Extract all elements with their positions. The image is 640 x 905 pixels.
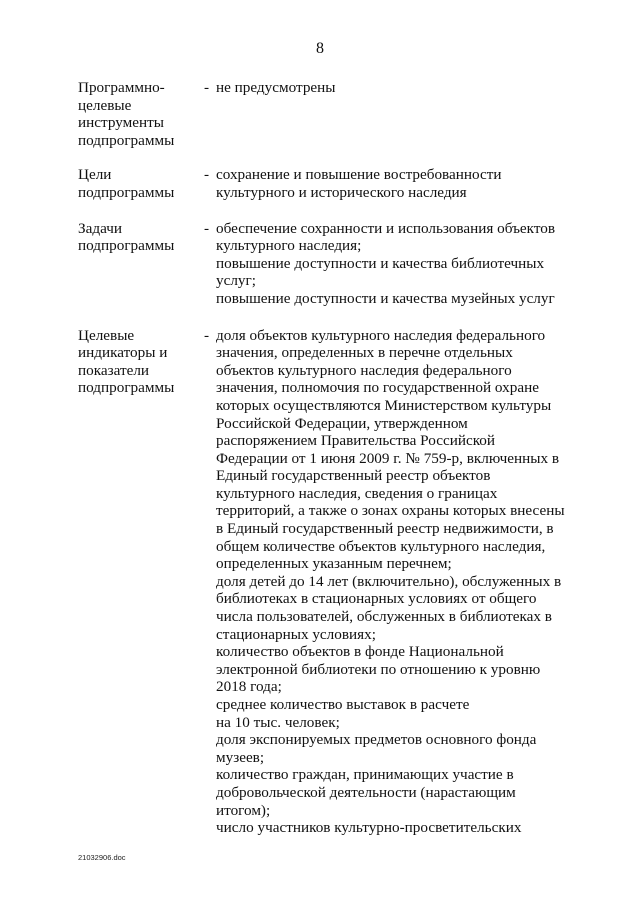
value-line: на 10 тыс. человек; <box>216 713 340 731</box>
value-line: культурного и исторического наследия <box>216 183 467 201</box>
subprogram-passport <box>78 79 578 854</box>
row-label: Цели подпрограммы <box>78 166 175 201</box>
value-line: повышение доступности и качества библиотечных <box>216 254 545 272</box>
value-line: обеспечение сохранности и использования объектов <box>216 219 556 237</box>
row-program-instruments <box>78 79 578 149</box>
value-line: значения, полномочия по государственной охране <box>216 379 539 397</box>
row-indicators <box>78 327 578 837</box>
value-line: территорий, а также о зонах охраны которых внесены <box>216 502 565 520</box>
value-line: объектов культурного наследия федерального <box>216 361 512 379</box>
value-line: доля детей до 14 лет (включительно), обслуженных в <box>216 572 562 590</box>
value-line: количество граждан, принимающих участие в <box>216 766 514 784</box>
value-line: количество объектов в фонде Национальной <box>216 643 504 661</box>
value-line: Федерации от 1 июня 2009 г. № 759-р, включенных в <box>216 449 560 467</box>
value-line: среднее количество выставок в расчете <box>216 696 470 713</box>
value-line: не предусмотрены <box>216 79 336 96</box>
value-line: стационарных условиях; <box>216 625 376 643</box>
value-line: повышение доступности и качества музейных услуг <box>216 289 555 307</box>
value-line: услуг; <box>216 272 256 290</box>
value-line: общем количестве объектов культурного наследия, <box>216 537 546 555</box>
row-dash: - <box>204 166 210 184</box>
value-line: Российской Федерации, утвержденном <box>216 414 468 432</box>
value-line: числа пользователей, обслуженных в библиотеках в <box>216 608 552 626</box>
value-line: культурного наследия, сведения о границах <box>216 484 498 502</box>
value-line: библиотеках в стационарных условиях от общего <box>216 590 537 608</box>
row-dash: - <box>204 79 210 96</box>
value-line: сохранение и повышение востребованности <box>216 166 502 184</box>
value-line: определенных указанным перечнем; <box>216 555 452 573</box>
page-number: 8 <box>316 40 324 57</box>
value-line: электронной библиотеки по отношению к уровню <box>216 660 541 678</box>
row-value <box>216 327 578 837</box>
value-line: 2018 года; <box>216 678 282 696</box>
value-line: распоряжением Правительства Российской <box>216 432 496 450</box>
row-dash: - <box>204 326 210 344</box>
row-value <box>216 220 578 308</box>
value-line: музеев; <box>216 748 265 766</box>
row-value <box>216 166 578 201</box>
row-goals <box>78 166 578 201</box>
value-line: культурного наследия; <box>216 237 362 255</box>
value-line: доля объектов культурного наследия федерального <box>216 326 546 344</box>
row-label: Программно- целевые инструменты подпрограммы <box>78 79 175 149</box>
value-line: добровольческой деятельности (нарастающим <box>216 783 516 801</box>
row-value <box>216 79 578 149</box>
value-line: итогом); <box>216 801 271 819</box>
row-label: Целевые индикаторы и показатели подпрограммы <box>78 326 175 397</box>
value-line: значения, определенных в перечне отдельных <box>216 344 513 362</box>
value-line: число участников культурно-просветительских <box>216 819 522 837</box>
row-tasks <box>78 220 578 308</box>
value-line: в Единый государственный реестр недвижимости, в <box>216 520 554 538</box>
value-line: которых осуществляются Министерством культуры <box>216 396 552 414</box>
row-label: Задачи подпрограммы <box>78 219 175 255</box>
row-dash: - <box>204 219 210 237</box>
file-name-footer: 21032906.doc <box>78 853 126 862</box>
value-line: доля экспонируемых предметов основного фонда <box>216 731 537 749</box>
value-line: Единый государственный реестр объектов <box>216 467 491 485</box>
